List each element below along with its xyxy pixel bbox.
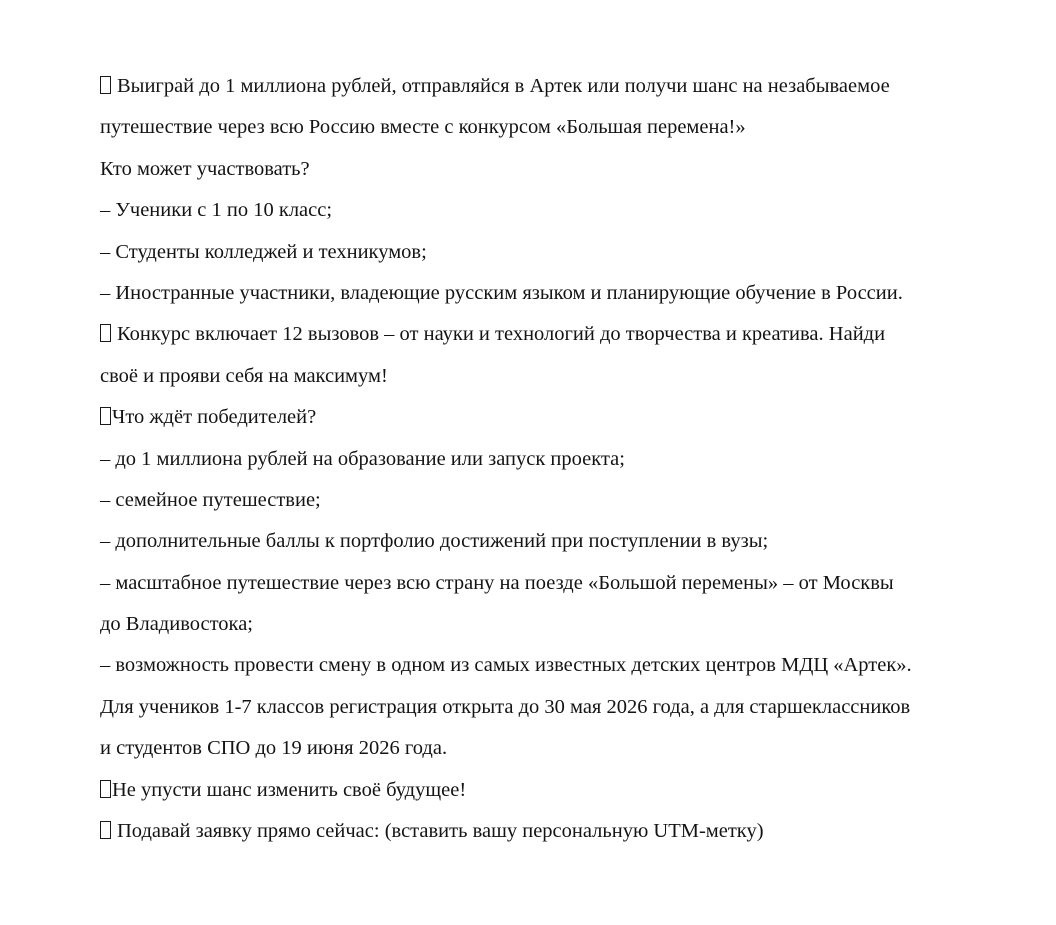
paragraph-line	[100, 66, 1040, 107]
list-item	[100, 645, 1040, 686]
list-item-continuation	[100, 604, 1040, 645]
line-text: до Владивостока;	[100, 613, 253, 636]
list-item	[100, 480, 1040, 521]
paragraph-line	[100, 314, 1040, 355]
line-text: Подавай заявку прямо сейчас: (вставить вашу персональную UTM-метку)	[117, 820, 764, 843]
paragraph-line	[100, 687, 1040, 728]
missing-glyph-icon	[100, 76, 111, 94]
line-text: своё и прояви себя на максимум!	[100, 364, 388, 387]
line-text: – Ученики с 1 по 10 класс;	[100, 199, 333, 222]
line-text: Не упусти шанс изменить своё будущее!	[112, 778, 467, 801]
paragraph-line	[100, 356, 1040, 397]
line-text: – Иностранные участники, владеющие русским языком и планирующие обучение в России.	[100, 281, 903, 304]
list-item	[100, 273, 1040, 314]
call-to-action-line	[100, 811, 1040, 852]
list-item	[100, 563, 1040, 604]
line-text: – возможность провести смену в одном из самых известных детских центров МДЦ «Артек».	[100, 654, 912, 677]
list-item	[100, 232, 1040, 273]
line-text: – Студенты колледжей и техникумов;	[100, 240, 427, 263]
line-text: Выиграй до 1 миллиона рублей, отправляйся в Артек или получи шанс на незабываемое	[117, 75, 890, 97]
line-text: Для учеников 1-7 классов регистрация открыта до 30 мая 2026 года, а для старшеклассников	[100, 695, 911, 718]
paragraph-line	[100, 728, 1040, 769]
line-text: Что ждёт победителей?	[112, 406, 317, 429]
line-text: – семейное путешествие;	[100, 488, 321, 511]
document-body	[100, 66, 1040, 852]
line-text: Конкурс включает 12 вызовов – от науки и технологий до творчества и креатива. Найди	[117, 323, 886, 346]
line-text: путешествие через всю Россию вместе с конкурсом «Большая перемена!»	[100, 116, 746, 139]
missing-glyph-icon	[100, 324, 111, 342]
list-item	[100, 521, 1040, 562]
missing-glyph-icon	[100, 780, 111, 798]
list-item	[100, 439, 1040, 480]
section-heading	[100, 397, 1040, 438]
line-text: – масштабное путешествие через всю страну на поезде «Большой перемены» – от Москвы	[100, 571, 894, 594]
missing-glyph-icon	[100, 821, 111, 839]
paragraph-line	[100, 770, 1040, 811]
line-text: – до 1 миллиона рублей на образование или запуск проекта;	[100, 447, 625, 470]
paragraph-line	[100, 107, 1040, 148]
line-text: Кто может участвовать?	[100, 157, 310, 180]
line-text: и студентов СПО до 19 июня 2026 года.	[100, 737, 448, 760]
section-heading	[100, 149, 1040, 190]
line-text: – дополнительные баллы к портфолио достижений при поступлении в вузы;	[100, 530, 769, 553]
missing-glyph-icon	[100, 407, 111, 425]
list-item	[100, 190, 1040, 231]
